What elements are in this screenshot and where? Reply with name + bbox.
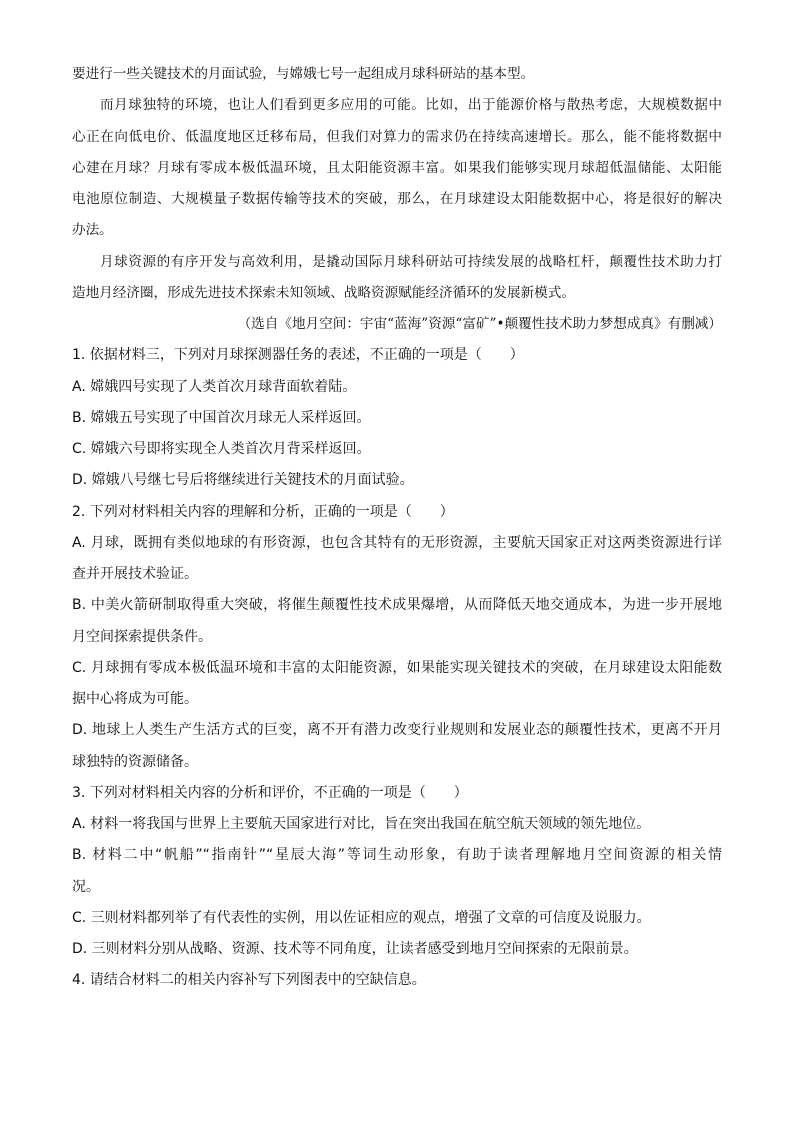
option-c: C. 三则材料都列举了有代表性的实例，用以佐证相应的观点，增强了文章的可信度及说服力。: [72, 909, 651, 926]
option-b: [72, 590, 722, 653]
option-line: 据中心将成为可能。: [72, 691, 198, 707]
question-stem: 2. 下列对材料相关内容的理解和分析，正确的一项是（ ）: [72, 503, 454, 520]
option-line: C. 月球拥有零成本极低温环境和丰富的太阳能资源，如果能实现关键技术的突破，在月球建设太阳能数: [72, 659, 722, 676]
document-page: [72, 59, 722, 997]
option-line: 况。: [72, 878, 100, 895]
option-line: 月空间探索提供条件。: [72, 628, 212, 645]
passage-line: 造地月经济圈，形成先进技术探索未知领域、战略资源赋能经济循环的发展新模式。: [72, 284, 575, 301]
option-d: [72, 715, 722, 778]
option-line: B. 中美火箭研制取得重大突破，将催生颠覆性技术成果爆增，从而降低天地交通成本，为进一步开展地: [72, 597, 722, 614]
option-line: D. 地球上人类生产生活方式的巨变，离不开有潜力改变行业规则和发展业态的颠覆性技术，更离不开月: [72, 722, 722, 739]
question-list: [72, 340, 722, 996]
question-3: [72, 778, 722, 966]
question-1: [72, 340, 722, 496]
question-stem: 4. 请结合材料二的相关内容补写下列图表中的空缺信息。: [72, 972, 426, 989]
question-stem: 3. 下列对材料相关内容的分析和评价，不正确的一项是（ ）: [72, 784, 468, 801]
passage-paragraph: [72, 59, 722, 90]
passage-line: 而月球独特的环境，也让人们看到更多应用的可能。比如，出于能源价格与散热考虑，大规模数据中: [100, 97, 722, 114]
option-line: A. 月球，既拥有类似地球的有形资源，也包含其特有的无形资源，主要航天国家正对这两类资源进行详: [72, 534, 722, 551]
passage-line: 心正在向低电价、低温度地区迁移布局，但我们对算力的需求仍在持续高速增长。那么，能不能将数据中: [72, 128, 722, 145]
option-a: [72, 528, 722, 591]
option-b: B. 嫦娥五号实现了中国首次月球无人采样返回。: [72, 409, 371, 426]
option-line: 球独特的资源储备。: [72, 753, 198, 770]
passage-line: 心建在月球？月球有零成本极低温环境，且太阳能资源丰富。如果我们能够实现月球超低温储能、太阳能: [72, 159, 722, 176]
passage-line: 电池原位制造、大规模量子数据传输等技术的突破，那么，在月球建设太阳能数据中心，将是很好的解决: [72, 191, 722, 207]
option-b: [72, 840, 722, 903]
option-c: C. 嫦娥六号即将实现全人类首次月背采样返回。: [72, 441, 371, 457]
passage-line: 办法。: [72, 222, 113, 239]
option-c: [72, 653, 722, 716]
question-4: [72, 965, 722, 996]
passage-paragraph: [72, 247, 722, 310]
option-line: B. 材料二中“帆船”“指南针”“星辰大海”等词生动形象，有助于读者理解地月空间资源的相关情: [72, 847, 722, 864]
option-d: D. 三则材料分别从战略、资源、技术等不同角度，让读者感受到地月空间探索的无限前景。: [72, 941, 638, 957]
option-line: 查并开展技术验证。: [72, 566, 198, 582]
question-stem: 1. 依据材料三，下列对月球探测器任务的表述，不正确的一项是（ ）: [72, 347, 524, 364]
option-d: D. 嫦娥八号继七号后将继续进行关键技术的月面试验。: [72, 472, 414, 489]
passage-paragraph: [72, 90, 722, 246]
reading-passage: [72, 59, 722, 340]
question-2: [72, 497, 722, 778]
option-a: A. 材料一将我国与世界上主要航天国家进行对比，旨在突出我国在航空航天领域的领先地位。: [72, 816, 651, 832]
passage-line: 月球资源的有序开发与高效利用，是撬动国际月球科研站可持续发展的战略杠杆，颠覆性技术助力打: [100, 253, 722, 270]
passage-source: （选自《地月空间：宇宙“蓝海”资源“富矿”•颠覆性技术助力梦想成真》有删减）: [237, 316, 722, 332]
option-a: A. 嫦娥四号实现了人类首次月球背面软着陆。: [72, 378, 357, 395]
passage-line: 要进行一些关键技术的月面试验，与嫦娥七号一起组成月球科研站的基本型。: [72, 66, 535, 82]
